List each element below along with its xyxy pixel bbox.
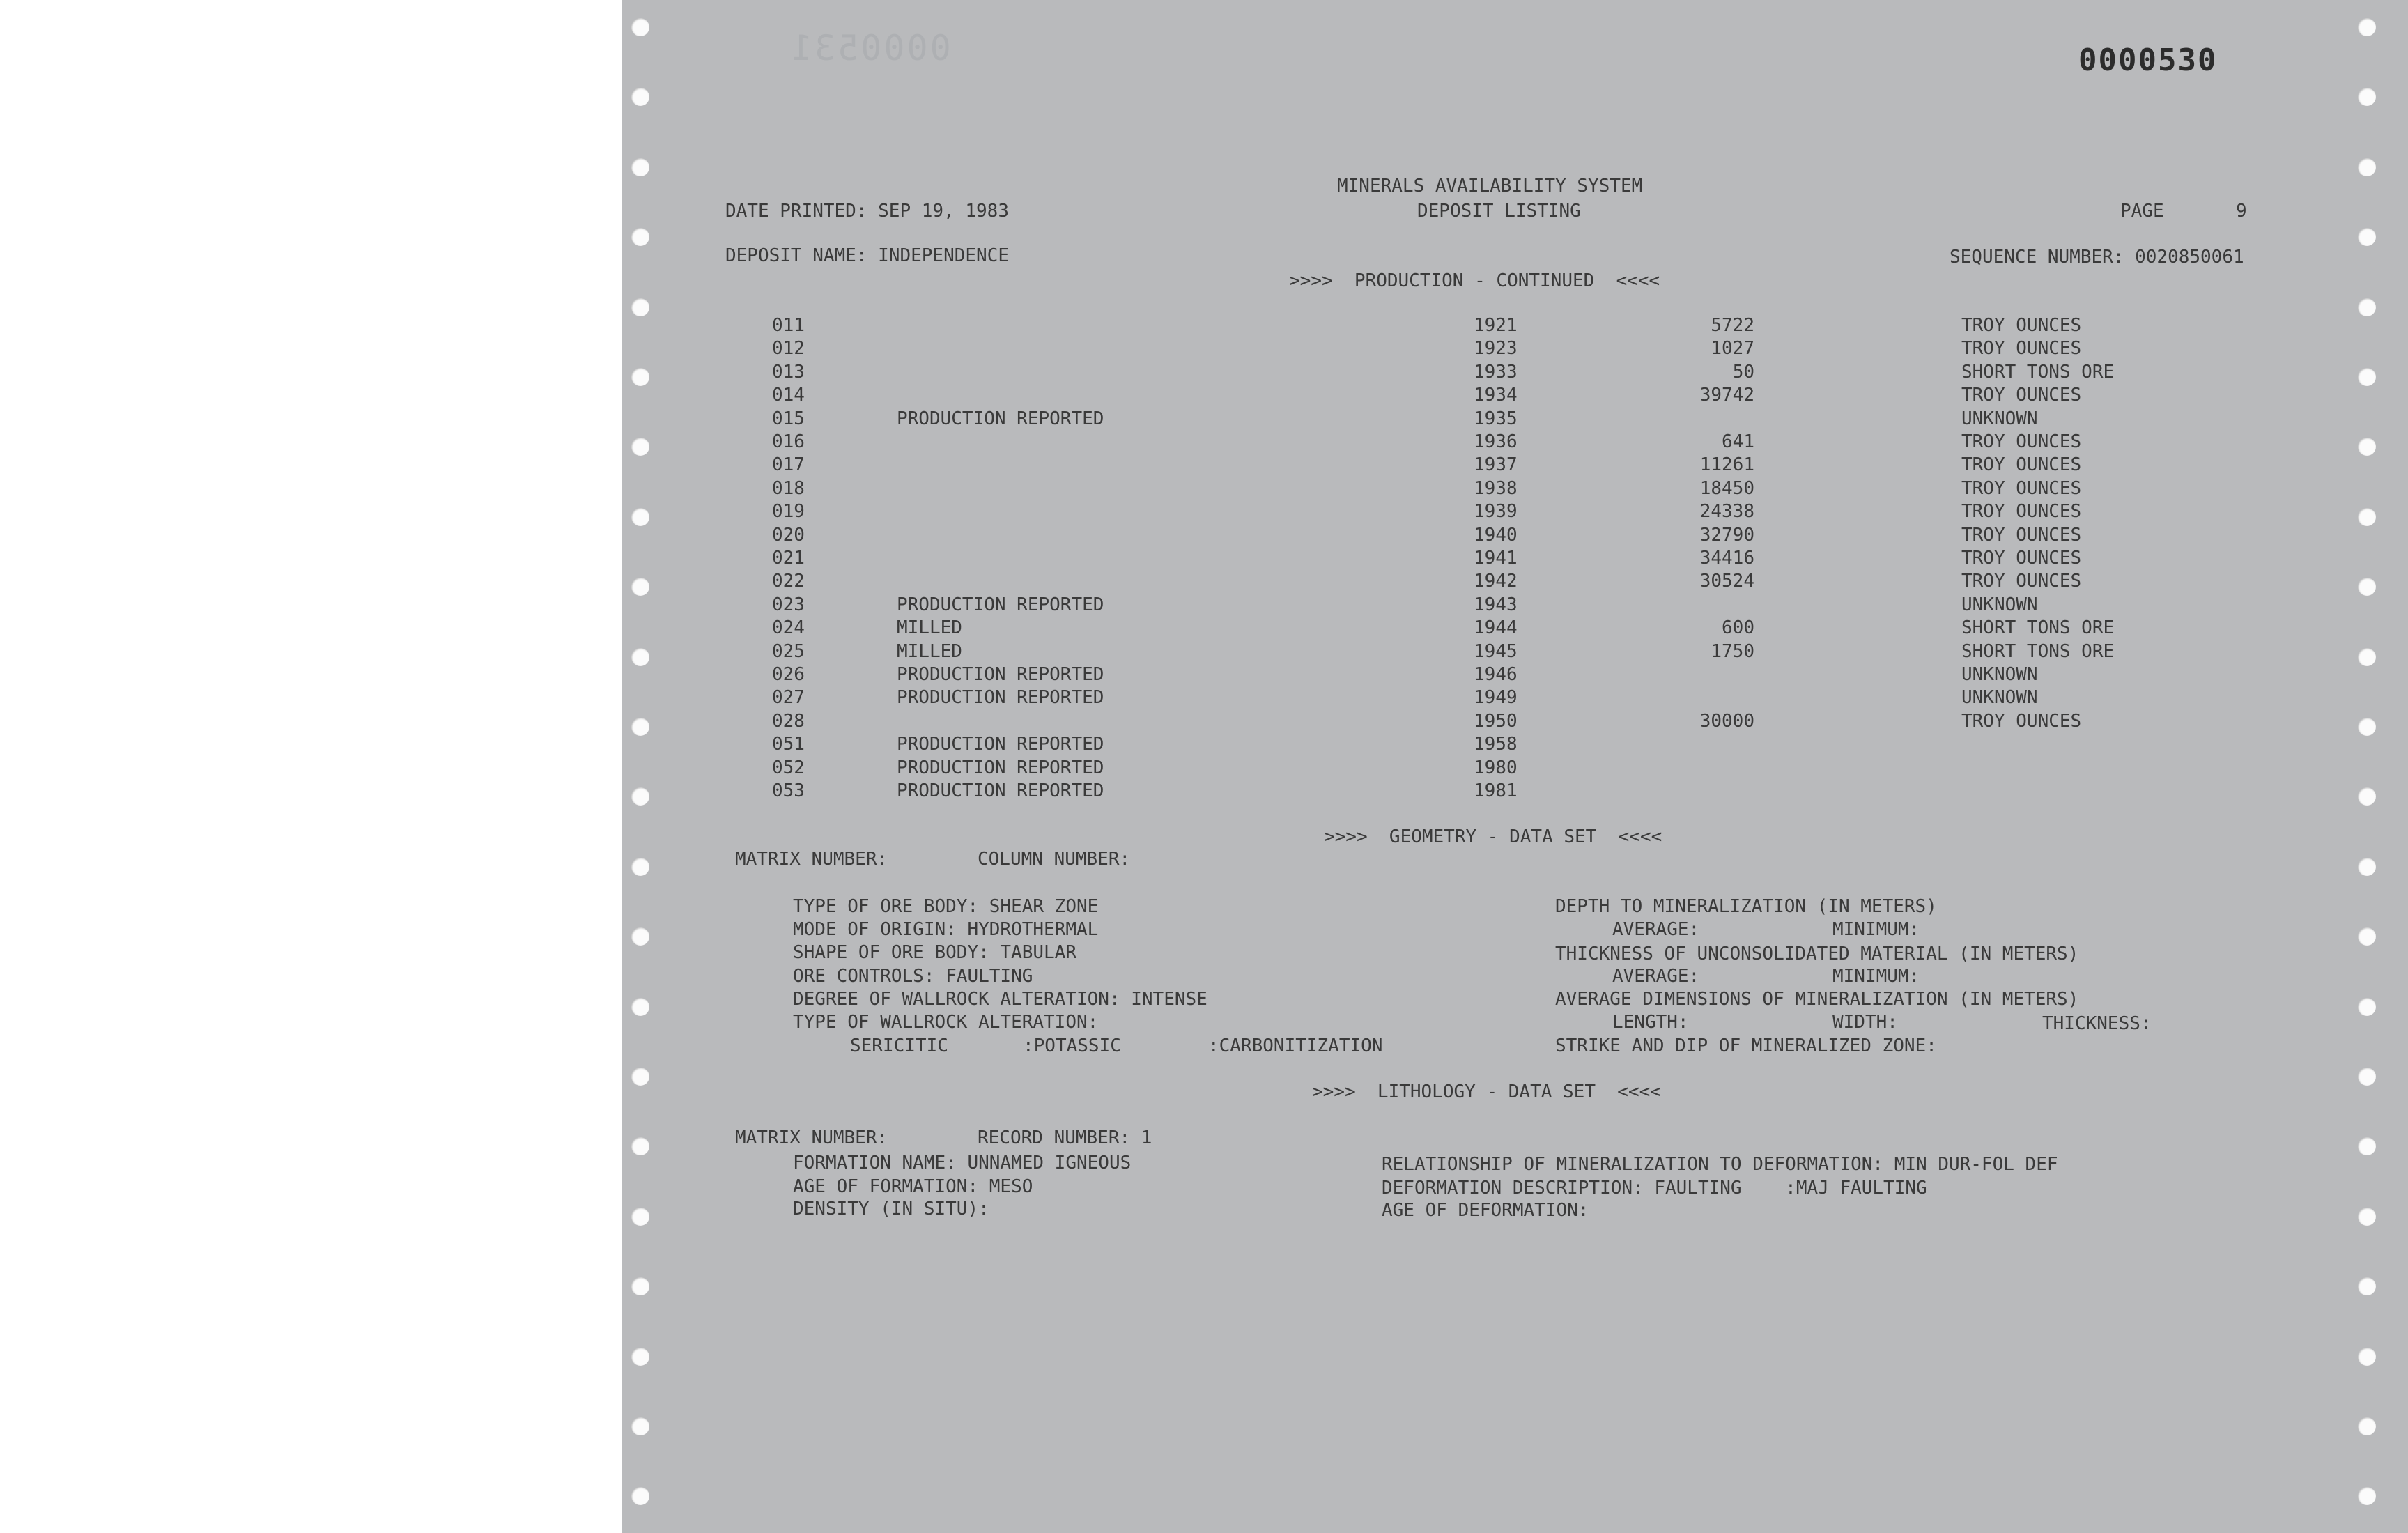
row-unit: TROY OUNCES	[1961, 571, 2082, 592]
dimensions-title: AVERAGE DIMENSIONS OF MINERALIZATION (IN METERS)	[1555, 989, 2079, 1010]
row-year: 1958	[1474, 734, 1518, 755]
row-sequence: 052	[772, 757, 805, 778]
feed-hole	[2358, 998, 2376, 1016]
feed-hole	[631, 158, 649, 176]
page-label: PAGE	[2120, 201, 2164, 222]
row-sequence: 011	[772, 315, 805, 336]
row-year: 1937	[1474, 454, 1518, 476]
feed-hole	[2358, 927, 2376, 946]
row-amount: 50	[1732, 361, 1754, 383]
row-unit: SHORT TONS ORE	[1961, 640, 2115, 662]
page-number: 9	[2236, 201, 2247, 222]
deposit-name: DEPOSIT NAME: INDEPENDENCE	[725, 245, 1009, 266]
row-amount: 600	[1722, 617, 1754, 639]
row-sequence: 024	[772, 617, 805, 639]
row-sequence: 015	[772, 408, 805, 429]
feed-hole	[631, 18, 649, 36]
dimension-length: LENGTH:	[1612, 1012, 1689, 1033]
row-unit: UNKNOWN	[1961, 664, 2038, 685]
alteration-sericitic: SERICITIC	[850, 1035, 948, 1056]
row-sequence: 023	[772, 594, 805, 615]
feed-hole	[2358, 1487, 2376, 1505]
row-year: 1945	[1474, 640, 1518, 662]
production-section-title: >>>> PRODUCTION - CONTINUED <<<<	[1289, 270, 1660, 291]
row-unit: TROY OUNCES	[1961, 454, 2082, 476]
record-number: RECORD NUMBER: 1	[978, 1127, 1152, 1148]
feed-hole	[2358, 1277, 2376, 1295]
feed-hole	[631, 787, 649, 806]
row-amount: 30524	[1699, 571, 1754, 592]
row-unit: SHORT TONS ORE	[1961, 617, 2115, 639]
feed-hole	[631, 718, 649, 736]
feed-hole	[631, 298, 649, 316]
feed-hole	[2358, 508, 2376, 526]
thickness-minimum: MINIMUM:	[1832, 966, 1920, 987]
row-sequence: 021	[772, 548, 805, 569]
row-year: 1933	[1474, 361, 1518, 383]
ghost-stamp: 0000531	[789, 28, 951, 68]
row-amount: 30000	[1699, 710, 1754, 732]
feed-hole	[631, 1277, 649, 1295]
row-unit: TROY OUNCES	[1961, 431, 2082, 452]
ore-controls: ORE CONTROLS: FAULTING	[793, 966, 1033, 987]
feed-hole	[2358, 368, 2376, 386]
dimension-thickness: THICKNESS:	[2042, 1013, 2152, 1034]
row-note: PRODUCTION REPORTED	[897, 687, 1104, 709]
row-sequence: 012	[772, 338, 805, 360]
age-of-deformation: AGE OF DEFORMATION:	[1382, 1200, 1589, 1221]
feed-hole	[2358, 1208, 2376, 1226]
feed-hole	[2358, 158, 2376, 176]
row-year: 1921	[1474, 315, 1518, 336]
row-amount: 641	[1722, 431, 1754, 452]
feed-hole	[2358, 438, 2376, 456]
row-sequence: 019	[772, 501, 805, 523]
row-year: 1981	[1474, 780, 1518, 801]
feed-hole	[2358, 298, 2376, 316]
row-year: 1949	[1474, 687, 1518, 709]
row-amount: 11261	[1699, 454, 1754, 476]
alteration-potassic: :POTASSIC	[1023, 1035, 1121, 1056]
feed-hole	[2358, 787, 2376, 806]
feed-hole	[2358, 18, 2376, 36]
feed-hole	[631, 228, 649, 246]
geometry-matrix-number: MATRIX NUMBER:	[735, 849, 888, 870]
age-of-formation: AGE OF FORMATION: MESO	[793, 1176, 1033, 1197]
feed-hole	[631, 1348, 649, 1366]
feed-hole	[2358, 858, 2376, 876]
feed-hole	[631, 927, 649, 946]
row-year: 1923	[1474, 338, 1518, 360]
ore-body-type: TYPE OF ORE BODY: SHEAR ZONE	[793, 896, 1099, 917]
row-unit: TROY OUNCES	[1961, 548, 2082, 569]
strike-dip: STRIKE AND DIP OF MINERALIZED ZONE:	[1555, 1035, 1937, 1056]
row-sequence: 016	[772, 431, 805, 452]
row-note: MILLED	[897, 640, 962, 662]
row-sequence: 020	[772, 524, 805, 546]
feed-hole	[2358, 1137, 2376, 1155]
feed-hole	[2358, 88, 2376, 106]
wallrock-alteration-degree: DEGREE OF WALLROCK ALTERATION: INTENSE	[793, 989, 1207, 1010]
feed-hole	[631, 368, 649, 386]
deformation-description: DEFORMATION DESCRIPTION: FAULTING :MAJ FAULTING	[1382, 1178, 1927, 1199]
feed-hole	[2358, 1417, 2376, 1435]
row-amount: 34416	[1699, 548, 1754, 569]
row-sequence: 017	[772, 454, 805, 476]
row-unit: UNKNOWN	[1961, 408, 2038, 429]
feed-hole	[631, 998, 649, 1016]
system-title: MINERALS AVAILABILITY SYSTEM	[1337, 176, 1643, 197]
row-unit: UNKNOWN	[1961, 687, 2038, 709]
mineralization-deformation-relationship: RELATIONSHIP OF MINERALIZATION TO DEFORMATION: MIN DUR-FOL DEF	[1382, 1154, 2058, 1175]
row-amount: 5722	[1711, 315, 1754, 336]
feed-hole	[631, 508, 649, 526]
row-note: PRODUCTION REPORTED	[897, 408, 1104, 429]
row-amount: 1750	[1711, 640, 1754, 662]
row-sequence: 025	[772, 640, 805, 662]
row-amount: 18450	[1699, 477, 1754, 499]
row-sequence: 022	[772, 571, 805, 592]
row-unit: TROY OUNCES	[1961, 477, 2082, 499]
depth-average: AVERAGE:	[1612, 919, 1700, 940]
row-year: 1980	[1474, 757, 1518, 778]
feed-hole	[2358, 578, 2376, 596]
document-stamp-number: 0000530	[2078, 43, 2218, 78]
row-unit: TROY OUNCES	[1961, 338, 2082, 360]
row-unit: TROY OUNCES	[1961, 385, 2082, 406]
row-year: 1938	[1474, 477, 1518, 499]
row-year: 1944	[1474, 617, 1518, 639]
depth-minimum: MINIMUM:	[1832, 919, 1920, 940]
feed-hole	[2358, 648, 2376, 666]
row-note: MILLED	[897, 617, 962, 639]
geometry-section-title: >>>> GEOMETRY - DATA SET <<<<	[1324, 826, 1662, 847]
feed-hole	[631, 88, 649, 106]
feed-hole	[631, 1208, 649, 1226]
row-note: PRODUCTION REPORTED	[897, 780, 1104, 801]
row-sequence: 018	[772, 477, 805, 499]
row-year: 1935	[1474, 408, 1518, 429]
row-year: 1950	[1474, 710, 1518, 732]
row-unit: UNKNOWN	[1961, 594, 2038, 615]
row-sequence: 028	[772, 710, 805, 732]
feed-hole	[2358, 1068, 2376, 1086]
row-unit: TROY OUNCES	[1961, 524, 2082, 546]
row-amount: 24338	[1699, 501, 1754, 523]
row-note: PRODUCTION REPORTED	[897, 757, 1104, 778]
row-year: 1943	[1474, 594, 1518, 615]
feed-hole	[2358, 228, 2376, 246]
row-note: PRODUCTION REPORTED	[897, 664, 1104, 685]
feed-hole	[2358, 718, 2376, 736]
row-year: 1939	[1474, 501, 1518, 523]
row-note: PRODUCTION REPORTED	[897, 734, 1104, 755]
feed-hole	[631, 1068, 649, 1086]
row-sequence: 013	[772, 361, 805, 383]
printout-sheet	[622, 0, 2408, 1533]
tractor-feed-holes-right	[2358, 0, 2386, 1533]
row-note: PRODUCTION REPORTED	[897, 594, 1104, 615]
feed-hole	[631, 1487, 649, 1505]
geometry-column-number: COLUMN NUMBER:	[978, 849, 1131, 870]
row-year: 1946	[1474, 664, 1518, 685]
feed-hole	[631, 1137, 649, 1155]
row-year: 1940	[1474, 524, 1518, 546]
lithology-section-title: >>>> LITHOLOGY - DATA SET <<<<	[1312, 1081, 1661, 1102]
lithology-matrix-number: MATRIX NUMBER:	[735, 1127, 888, 1148]
mode-of-origin: MODE OF ORIGIN: HYDROTHERMAL	[793, 919, 1099, 940]
ore-body-shape: SHAPE OF ORE BODY: TABULAR	[793, 942, 1076, 963]
row-sequence: 027	[772, 687, 805, 709]
listing-title: DEPOSIT LISTING	[1417, 201, 1581, 222]
row-year: 1936	[1474, 431, 1518, 452]
row-amount: 1027	[1711, 338, 1754, 360]
thickness-title: THICKNESS OF UNCONSOLIDATED MATERIAL (IN METERS)	[1555, 943, 2079, 964]
feed-hole	[2358, 1348, 2376, 1366]
feed-hole	[631, 438, 649, 456]
density-in-situ: DENSITY (IN SITU):	[793, 1199, 989, 1219]
feed-hole	[631, 578, 649, 596]
row-sequence: 051	[772, 734, 805, 755]
formation-name: FORMATION NAME: UNNAMED IGNEOUS	[793, 1153, 1132, 1173]
row-unit: TROY OUNCES	[1961, 501, 2082, 523]
row-unit: SHORT TONS ORE	[1961, 361, 2115, 383]
date-printed: DATE PRINTED: SEP 19, 1983	[725, 201, 1009, 222]
row-unit: TROY OUNCES	[1961, 315, 2082, 336]
row-amount: 39742	[1699, 385, 1754, 406]
wallrock-alteration-type: TYPE OF WALLROCK ALTERATION:	[793, 1012, 1099, 1033]
alteration-carbonitization: :CARBONITIZATION	[1208, 1035, 1383, 1056]
dimension-width: WIDTH:	[1832, 1012, 1898, 1033]
row-year: 1941	[1474, 548, 1518, 569]
tractor-feed-holes-left	[631, 0, 659, 1533]
row-sequence: 014	[772, 385, 805, 406]
row-year: 1942	[1474, 571, 1518, 592]
sequence-number: SEQUENCE NUMBER: 0020850061	[1950, 247, 2244, 268]
feed-hole	[631, 1417, 649, 1435]
thickness-average: AVERAGE:	[1612, 966, 1700, 987]
feed-hole	[631, 648, 649, 666]
row-year: 1934	[1474, 385, 1518, 406]
depth-title: DEPTH TO MINERALIZATION (IN METERS)	[1555, 896, 1937, 917]
row-sequence: 053	[772, 780, 805, 801]
row-sequence: 026	[772, 664, 805, 685]
row-amount: 32790	[1699, 524, 1754, 546]
feed-hole	[631, 858, 649, 876]
row-unit: TROY OUNCES	[1961, 710, 2082, 732]
